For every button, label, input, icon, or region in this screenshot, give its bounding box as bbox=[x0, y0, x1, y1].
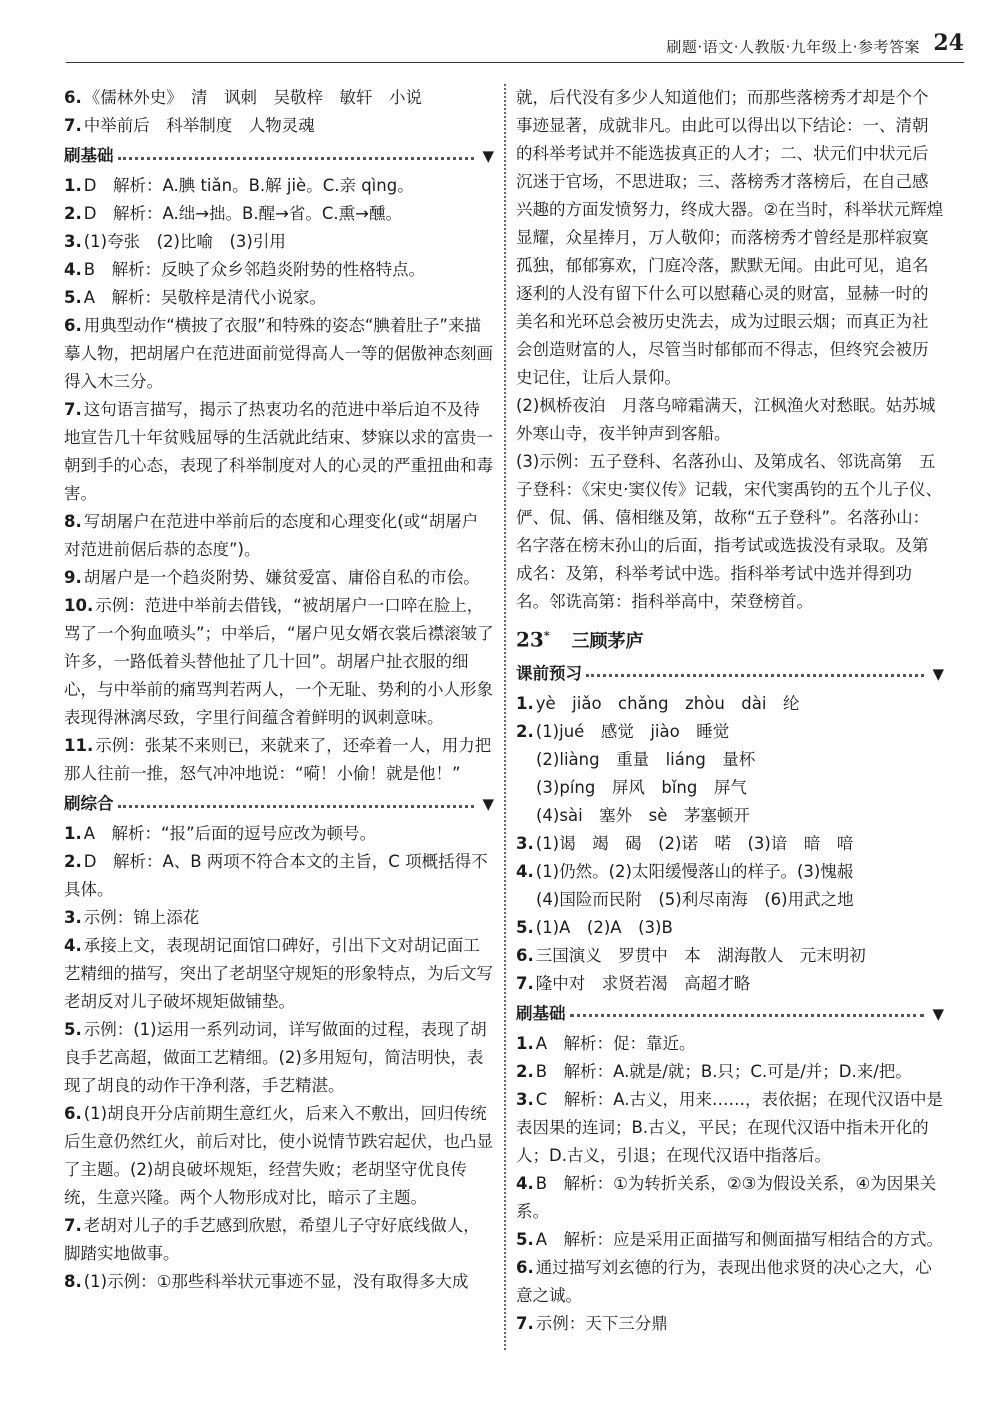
answer-number: 3. bbox=[64, 908, 82, 927]
answer-text: B 解析：反映了众乡邻趋炎附势的性格特点。 bbox=[83, 260, 426, 279]
answer-text: B 解析：①为转折关系，②③为假设关系，④为因果关系。 bbox=[516, 1173, 937, 1221]
left-column bbox=[64, 84, 494, 1296]
left-top-items bbox=[64, 84, 494, 140]
answer-number: 7. bbox=[64, 400, 82, 419]
yuxi-4-sub: (4)国险而民附 (5)利尽南海 (6)用武之地 bbox=[536, 889, 854, 909]
answer-number: 4. bbox=[516, 1173, 534, 1193]
answer-number: 3. bbox=[516, 833, 534, 853]
answer-item bbox=[516, 718, 944, 746]
answer-number: 6. bbox=[64, 316, 82, 335]
answer-number: 8. bbox=[64, 1272, 82, 1291]
answer-number: 9. bbox=[64, 568, 82, 587]
answer-text: 三国演义 罗贯中 本 湖海散人 元末明初 bbox=[535, 945, 866, 965]
answer-part-3: (3)示例：五子登科、名落孙山、及第成名、邻诜高第 五子登科：《宋史·窦仪传》记载，宋代窦禹钧的五个儿子仪、俨、侃、偁、僖相继及第，故称“五子登科”。名落孙山：名字落在榜末孙山的后面，指考试或选拔没有录取。及第成名：及第，科举考试中选。指科举考试中选并得到功名。邻诜高第：指科举高中，荣登榜首。 bbox=[516, 452, 942, 611]
answer-text: 用典型动作“横披了衣服”和特殊的姿态“腆着肚子”来描摹人物，把胡屠户在范进面前觉得高人一等的倨傲神态刻画得入木三分。 bbox=[64, 316, 493, 391]
answer-text: 胡屠户是一个趋炎附势、嫌贫爱富、庸俗自私的市侩。 bbox=[83, 568, 480, 587]
answer-text: 示例：锦上添花 bbox=[83, 908, 200, 927]
answer-number: 1. bbox=[516, 1033, 534, 1053]
answer-text: 示例：天下三分鼎 bbox=[535, 1313, 668, 1333]
yuxi-more-answers bbox=[516, 830, 944, 886]
answer-text: B 解析：A.就是/就；B.只；C.可是/并；D.来/把。 bbox=[535, 1061, 912, 1081]
answer-item bbox=[64, 84, 494, 112]
answer-number: 6. bbox=[64, 1104, 82, 1123]
answer-number: 4. bbox=[64, 936, 82, 955]
answer-item bbox=[64, 508, 494, 564]
answer-item bbox=[516, 914, 944, 942]
answer-number: 5. bbox=[516, 1229, 534, 1249]
lesson-number: 23 bbox=[516, 627, 544, 652]
answer-text: (1)示例：①那些科举状元事迹不显，没有取得多大成 bbox=[83, 1272, 469, 1291]
lesson-star: * bbox=[543, 629, 550, 642]
answer-item bbox=[64, 732, 494, 788]
jichu-answers bbox=[64, 172, 494, 788]
lesson-heading bbox=[516, 622, 944, 656]
answer-text: 《儒林外史》 清 讽刺 吴敬梓 敏轩 小说 bbox=[83, 88, 422, 107]
answer-number: 7. bbox=[64, 116, 82, 135]
answer-text: 写胡屠户在范进中举前后的态度和心理变化(或“胡屠户对范进前倨后恭的态度”)。 bbox=[64, 512, 479, 559]
answer-item bbox=[64, 312, 494, 396]
answer-item bbox=[516, 1058, 944, 1086]
answer-text: A 解析：应是采用正面描写和侧面描写相结合的方式。 bbox=[535, 1229, 944, 1249]
answer-text: A 解析：促：靠近。 bbox=[535, 1033, 696, 1053]
answer-text: 这句语言描写，揭示了热衷功名的范进中举后迫不及待地宣告几十年贫贱屈辱的生活就此结束、梦寐以求的富贵一朝到手的心态，表现了科举制度对人的心灵的严重扭曲和毒害。 bbox=[64, 400, 493, 503]
answer-item bbox=[64, 904, 494, 932]
triangle-down-icon: ▼ bbox=[482, 147, 494, 165]
answer-item bbox=[64, 1212, 494, 1268]
answer-item bbox=[64, 200, 494, 228]
answer-number: 7. bbox=[64, 1216, 82, 1235]
answer-number: 2. bbox=[64, 204, 82, 223]
answer-number: 1. bbox=[64, 824, 82, 843]
answer-item bbox=[516, 1086, 944, 1170]
yuxi-final-answers bbox=[516, 914, 944, 998]
answer-text: D 解析：A.腆 tiǎn。B.解 jiè。C.亲 qìng。 bbox=[83, 176, 414, 195]
answer-item bbox=[516, 830, 944, 858]
answer-text: 示例：(1)运用一系列动词，详写做面的过程，表现了胡良手艺高超，做面工艺精细。(2)多用短句，简洁明快，表现了胡良的动作干净利落，手艺精湛。 bbox=[64, 1020, 487, 1095]
answer-item bbox=[64, 396, 494, 508]
answer-item bbox=[516, 858, 944, 886]
answer-item bbox=[64, 228, 494, 256]
sub-answer: (4)sài 塞外 sè 茅塞顿开 bbox=[536, 805, 750, 825]
section-kegian-yuxi: 课前预习 ▼ bbox=[516, 660, 944, 688]
answer-item bbox=[64, 848, 494, 904]
column-divider bbox=[504, 84, 506, 1350]
answer-text: (1)夸张 (2)比喻 (3)引用 bbox=[83, 232, 286, 251]
answer-text: 老胡对儿子的手艺感到欣慰，希望儿子守好底线做人，脚踏实地做事。 bbox=[64, 1216, 480, 1263]
answer-number: 10. bbox=[64, 596, 94, 615]
answer-number: 6. bbox=[516, 1257, 534, 1277]
answer-text: (1)A (2)A (3)B bbox=[535, 917, 673, 937]
answer-item bbox=[64, 592, 494, 732]
answer-number: 4. bbox=[64, 260, 82, 279]
answer-text: 隆中对 求贤若渴 高超才略 bbox=[535, 973, 751, 993]
answer-number: 1. bbox=[64, 176, 82, 195]
answer-text: (1)谒 竭 碣 (2)诺 喏 (3)谙 暗 喑 bbox=[535, 833, 854, 853]
answer-number: 3. bbox=[64, 232, 82, 251]
answer-text: A 解析：“报”后面的逗号应改为顿号。 bbox=[83, 824, 377, 843]
answer-item bbox=[64, 1100, 494, 1212]
answer-text: D 解析：A、B 两项不符合本文的主旨，C 项概括得不具体。 bbox=[64, 852, 488, 899]
section-shua-zonghe: 刷综合 ▼ bbox=[64, 790, 494, 818]
answer-item bbox=[64, 284, 494, 312]
section-shua-jichu-2: 刷基础 ▼ bbox=[516, 1000, 944, 1028]
answer-item bbox=[516, 1030, 944, 1058]
answer-number: 2. bbox=[64, 852, 82, 871]
answer-text: D 解析：A.绌→拙。B.醒→省。C.熏→醺。 bbox=[83, 204, 403, 223]
answer-item bbox=[64, 1016, 494, 1100]
answer-number: 7. bbox=[516, 1313, 534, 1333]
triangle-down-icon: ▼ bbox=[932, 664, 944, 683]
answer-text: (1)jué 感觉 jiào 睡觉 bbox=[535, 721, 730, 741]
jichu2-answers bbox=[516, 1030, 944, 1338]
sub-answer: (3)píng 屏风 bǐng 屏气 bbox=[536, 777, 747, 797]
answer-item bbox=[516, 1226, 944, 1254]
answer-item bbox=[516, 1170, 944, 1226]
continued-answer: 就，后代没有多少人知道他们；而那些落榜秀才却是个个事迹显著，成就非凡。由此可以得出以下结论：一、清朝的科举考试并不能选拔真正的人才；二、状元们中状元后沉迷于官场，不思进取；三、落榜秀才落榜后，在自己感兴趣的方面发愤努力，终成大器。②在当时，科举状元辉煌显耀，众星捧月，万人敬仰；而落榜秀才曾经是那样寂寞孤独，郁郁寡欢，门庭冷落，默默无闻。由此可见，追名逐利的人没有留下什么可以慰藉心灵的财富，显赫一时的美名和光环总会被历史洗去，成为过眼云烟；而真正为社会创造财富的人，尽管当时郁郁而不得志，但终究会被历史记住，让后人景仰。 bbox=[516, 88, 944, 387]
lesson-title: 三顾茅庐 bbox=[571, 630, 644, 652]
answer-text: C 解析：A.古义，用来……，表依据；在现代汉语中是表因果的连词；B.古义，平民；在现代汉语中指未开化的人；D.古义，引退；在现代汉语中指落后。 bbox=[516, 1089, 944, 1165]
answer-item bbox=[516, 1254, 944, 1310]
answer-number: 2. bbox=[516, 1061, 534, 1081]
answer-number: 5. bbox=[64, 1020, 82, 1039]
answer-item bbox=[64, 820, 494, 848]
answer-item bbox=[516, 970, 944, 998]
answer-item bbox=[516, 1310, 944, 1338]
answer-text: 中举前后 科举制度 人物灵魂 bbox=[83, 116, 315, 135]
answer-text: 承接上文，表现胡记面馆口碑好，引出下文对胡记面工艺精细的描写，突出了老胡坚守规矩的形象特点，为后文写老胡反对儿子破坏规矩做铺垫。 bbox=[64, 936, 493, 1011]
right-column bbox=[516, 84, 944, 1338]
zonghe-answers bbox=[64, 820, 494, 1296]
answer-text: yè jiǎo chǎng zhòu dài 纶 bbox=[535, 693, 800, 713]
yuxi-sub-answers bbox=[516, 746, 944, 830]
answer-text: A 解析：吴敬梓是清代小说家。 bbox=[83, 288, 327, 307]
answer-item bbox=[516, 942, 944, 970]
answer-item bbox=[516, 690, 944, 718]
answer-number: 6. bbox=[64, 88, 82, 107]
answer-number: 5. bbox=[516, 917, 534, 937]
yuxi-answers bbox=[516, 690, 944, 746]
section-shua-jichu: 刷基础 ▼ bbox=[64, 142, 494, 170]
page-number: 24 bbox=[933, 30, 964, 56]
answer-item bbox=[64, 1268, 494, 1296]
answer-item bbox=[64, 564, 494, 592]
answer-number: 8. bbox=[64, 512, 82, 531]
answer-item bbox=[64, 932, 494, 1016]
sub-answer: (2)liàng 重量 liáng 量杯 bbox=[536, 749, 756, 769]
answer-number: 3. bbox=[516, 1089, 534, 1109]
answer-number: 4. bbox=[516, 861, 534, 881]
answer-number: 1. bbox=[516, 693, 534, 713]
answer-text: 示例：张某不来则已，来就来了，还牵着一人，用力把那人往前一推，怒气冲冲地说：“嗬！小偷！就是他！” bbox=[64, 736, 492, 783]
answer-text: 通过描写刘玄德的行为，表现出他求贤的决心之大，心意之诚。 bbox=[516, 1257, 932, 1305]
answer-number: 5. bbox=[64, 288, 82, 307]
answer-text: 示例：范进中举前去借钱，“被胡屠户一口啐在脸上，骂了一个狗血喷头”；中举后，“屠户见女婿衣裳后襟滚皱了许多，一路低着头替他扯了几十回”。胡屠户扯衣服的细心，与中举前的痛骂判若两人，一个无耻、势利的小人形象表现得淋漓尽致，字里行间蕴含着鲜明的讽刺意味。 bbox=[64, 596, 494, 727]
page-header bbox=[66, 26, 964, 63]
answer-number: 6. bbox=[516, 945, 534, 965]
answer-item bbox=[64, 256, 494, 284]
triangle-down-icon: ▼ bbox=[482, 795, 494, 813]
triangle-down-icon: ▼ bbox=[932, 1004, 944, 1023]
answer-part-2: (2)枫桥夜泊 月落乌啼霜满天，江枫渔火对愁眠。姑苏城外寒山寺，夜半钟声到客船。 bbox=[516, 396, 936, 443]
answer-text: (1)胡良开分店前期生意红火，后来入不敷出，回归传统后生意仍然红火，前后对比，使小说情节跌宕起伏，也凸显了主题。(2)胡良破坏规矩，经营失败；老胡坚守优良传统，生意兴隆。两个人物形成对比，暗示了主题。 bbox=[64, 1104, 493, 1207]
answer-item bbox=[64, 172, 494, 200]
answer-text: (1)仍然。(2)太阳缓慢落山的样子。(3)愧赧 bbox=[535, 861, 854, 881]
answer-number: 11. bbox=[64, 736, 94, 755]
header-title: 刷题·语文·人教版·九年级上·参考答案 bbox=[666, 38, 920, 56]
answer-number: 7. bbox=[516, 973, 534, 993]
answer-item bbox=[64, 112, 494, 140]
answer-number: 2. bbox=[516, 721, 534, 741]
